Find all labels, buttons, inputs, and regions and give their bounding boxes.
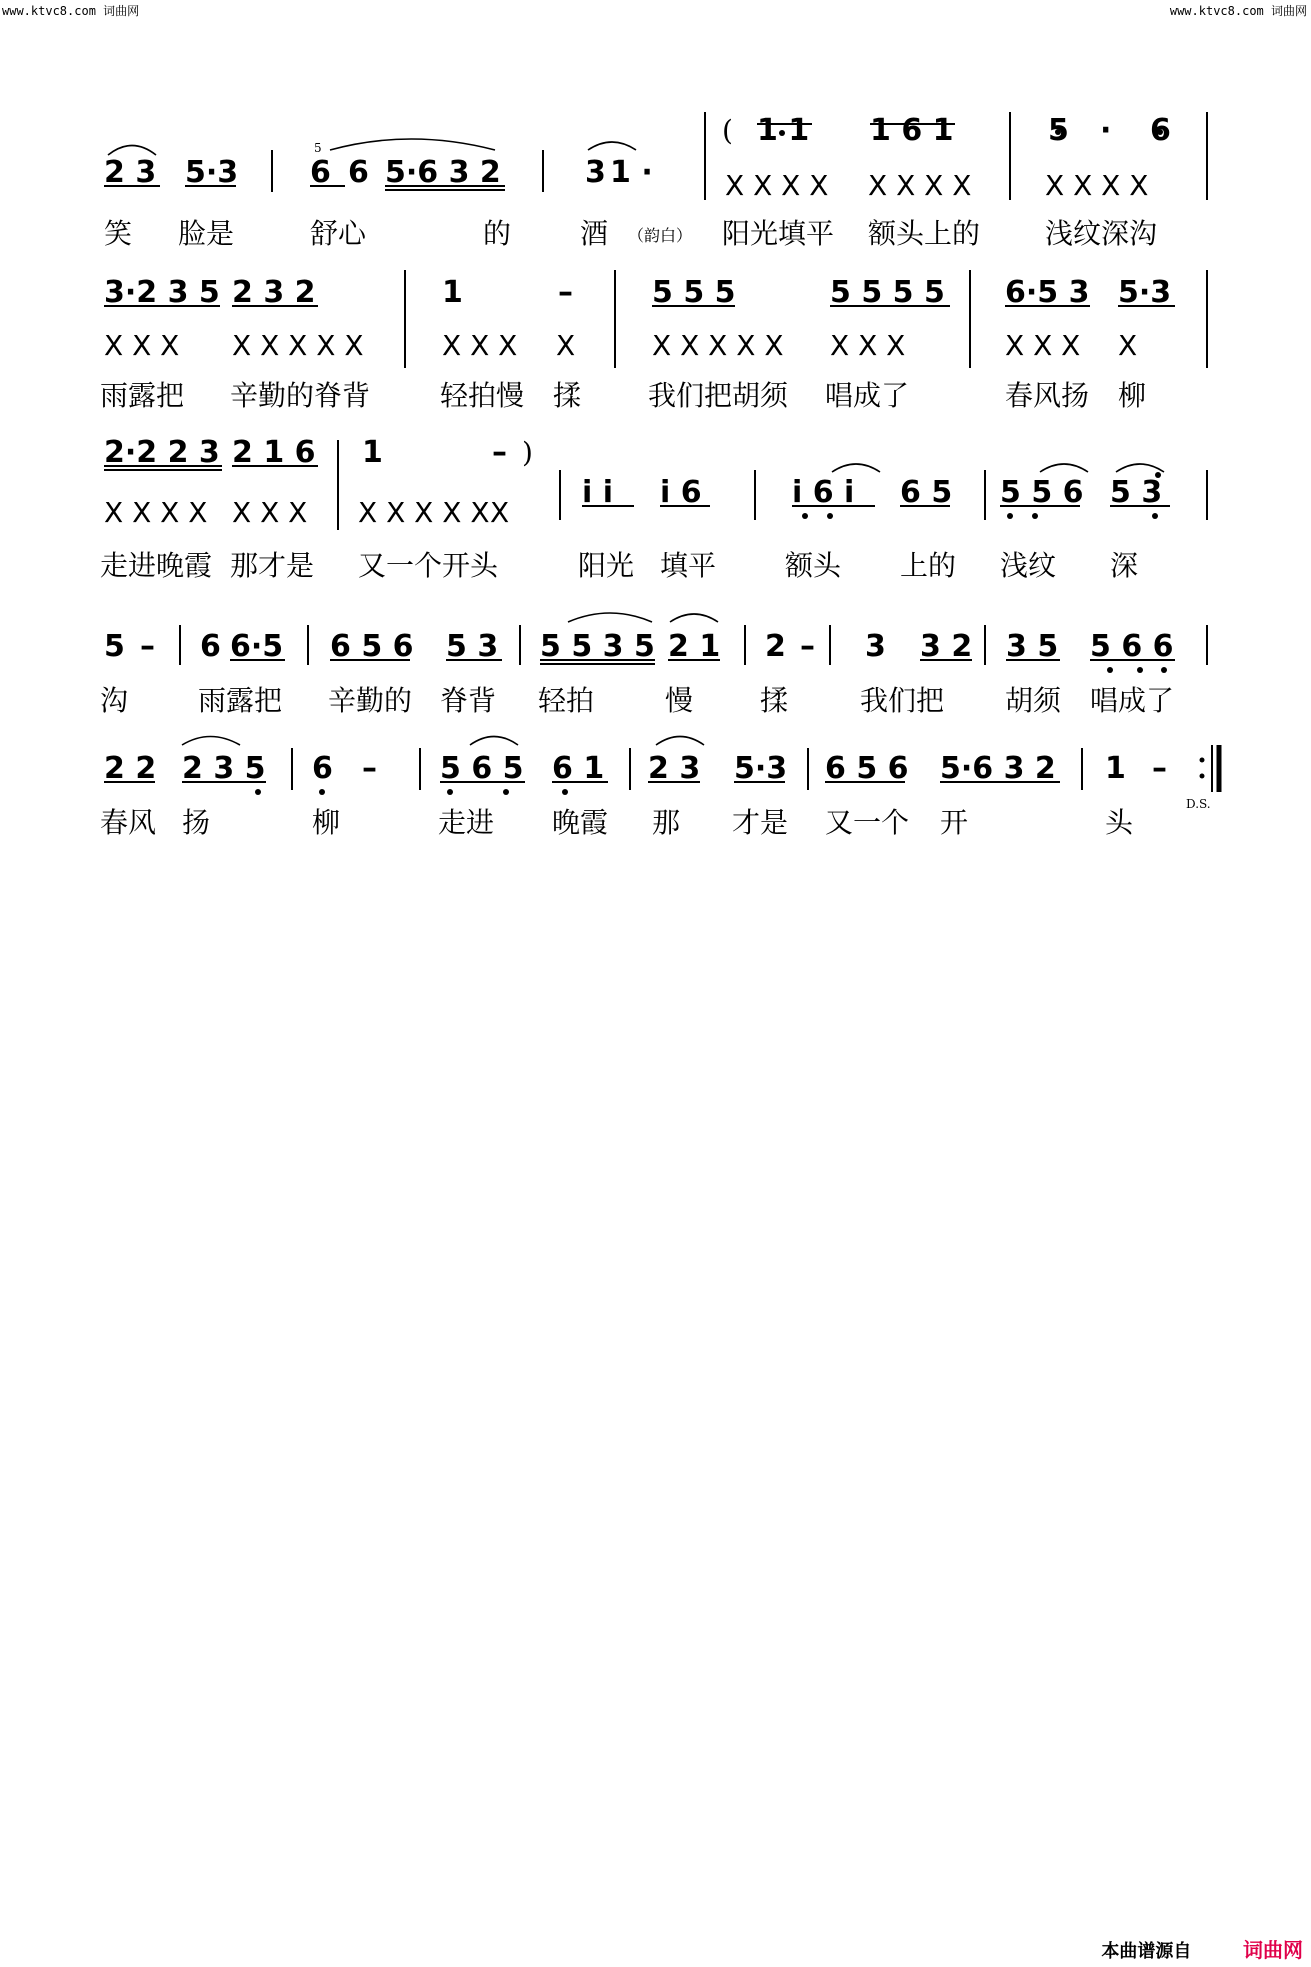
note-group: 2 3	[104, 155, 157, 190]
lyric: 辛勤的	[328, 684, 413, 717]
lyric: 那才是	[230, 549, 315, 582]
note-group: 6·5	[230, 629, 284, 664]
rhythm-group: X	[490, 496, 510, 529]
note-dash: –	[558, 275, 573, 310]
repeat-dots	[1200, 758, 1205, 779]
lyric: 我们把	[860, 684, 945, 717]
note-group: 3 2	[920, 629, 973, 664]
note-group: 5 5 5 5	[830, 275, 945, 310]
note-group: 2 1 6	[232, 435, 316, 470]
note-dash: –	[1152, 751, 1167, 786]
rhythm-group: X	[1118, 329, 1138, 362]
music-score	[0, 0, 1311, 900]
lyric: 舒心	[310, 217, 367, 250]
rhythm-group: X X X X X	[358, 496, 490, 529]
note-group: ·	[1100, 113, 1112, 148]
site-logo-text[interactable]: 词曲网	[1243, 1938, 1303, 1962]
lyric: 又一个开头	[358, 549, 499, 582]
note-group: 5 6 6	[1090, 629, 1174, 664]
lyric: 头	[1105, 806, 1134, 839]
lyric: 轻拍	[538, 684, 595, 717]
lyric: 脸是	[178, 217, 235, 250]
note-group: 5	[104, 629, 125, 664]
note-group: 6	[312, 751, 333, 786]
lyric: 柳	[1118, 379, 1147, 412]
note-group: 5 5 3 5	[540, 629, 655, 664]
site-watermark-left: www.ktvc8.com 词曲网	[2, 4, 140, 18]
lyric: 沟	[100, 684, 129, 717]
lyric: 填平	[660, 549, 717, 582]
lyric: 浅纹	[1000, 549, 1057, 582]
note-group: 1 6 1	[870, 113, 954, 148]
intro-open-paren: (	[722, 114, 733, 147]
note-group: 5·6 3 2	[385, 155, 501, 190]
lyric: 走进	[438, 806, 495, 839]
rhythm-group: X	[556, 329, 576, 362]
rhythm-group: X X X X X	[652, 329, 784, 362]
note-group: 5·3	[185, 155, 239, 190]
note-group: 5 3	[1110, 475, 1163, 510]
note-group: 5·6 3 2	[940, 751, 1056, 786]
lyric: 春风	[100, 806, 157, 839]
lyric: 笑	[104, 217, 133, 250]
lyric: 脊背	[440, 684, 497, 717]
lyric: 唱成了	[1090, 684, 1175, 717]
lyric: 又一个	[825, 806, 910, 839]
rhythm-group: X X X	[104, 329, 180, 362]
lyric: 雨露把	[100, 379, 185, 412]
note-group: 5 3	[446, 629, 499, 664]
rhythm-group: X X X X	[1045, 169, 1149, 202]
note-group: 2 3 2	[232, 275, 316, 310]
note-group: 1	[362, 435, 383, 470]
note-dash: –	[800, 629, 815, 664]
note-group: i 6 i	[792, 475, 855, 510]
rhythm-group: X X X X X	[232, 329, 364, 362]
note-group: 6 1	[552, 751, 605, 786]
lyric: 辛勤的脊背	[230, 379, 371, 412]
note-group: 6 5 6	[330, 629, 414, 664]
lyric: 开	[940, 806, 969, 839]
note-group: i i	[582, 475, 614, 510]
note-group: 6	[1150, 113, 1171, 148]
rhythm-group: X X X X	[725, 169, 829, 202]
lyric: 深	[1110, 549, 1139, 582]
note-group: i 6	[660, 475, 702, 510]
lyric: 柳	[312, 806, 341, 839]
lyric: 酒	[580, 217, 609, 250]
lyric: 阳光	[578, 549, 635, 582]
lyric: 走进晚霞	[100, 549, 213, 582]
dal-segno-mark: D.S.	[1186, 797, 1211, 811]
note-group: 6 5 6	[825, 751, 909, 786]
lyric: 上的	[900, 549, 957, 582]
lyric: 扬	[182, 806, 211, 839]
note-group: 6	[348, 155, 369, 190]
note-group: 6	[200, 629, 221, 664]
rhythm-group: X X X	[830, 329, 906, 362]
note-group: 1 1	[757, 113, 810, 148]
lyric: 额头上的	[868, 217, 981, 250]
note-group: 5·3	[1118, 275, 1172, 310]
note-group: 2·2 2 3	[104, 435, 220, 470]
note-group: 5·3	[734, 751, 788, 786]
lyric: 阳光填平	[722, 217, 835, 250]
note-group: 3	[865, 629, 886, 664]
lyric: 慢	[665, 684, 694, 717]
note-dash: –	[140, 629, 155, 664]
lyric: 浅纹深沟	[1045, 217, 1158, 250]
lyric: 晚霞	[552, 806, 609, 839]
note-group: 2 3	[648, 751, 701, 786]
note-group: 1	[442, 275, 463, 310]
note-group: 2 2	[104, 751, 157, 786]
lyric: 的	[483, 217, 512, 250]
note-group: 6 5	[900, 475, 953, 510]
spoken-note: （韵白）	[628, 226, 693, 245]
lyric: 额头	[785, 549, 842, 582]
note-dash: –	[362, 751, 377, 786]
note-group: 5 5 5	[652, 275, 736, 310]
note-dash: –	[492, 435, 507, 470]
source-label: 本曲谱源自	[1101, 1941, 1192, 1962]
lyric: 春风扬	[1005, 379, 1090, 412]
lyric: 唱成了	[825, 379, 910, 412]
note-group: 2 1	[668, 629, 721, 664]
rhythm-group: X X X X	[104, 496, 208, 529]
rhythm-group: X X X	[1005, 329, 1081, 362]
rhythm-group: X X X	[442, 329, 518, 362]
note-group: 3	[585, 155, 606, 190]
lyric: 轻拍慢	[440, 379, 525, 412]
footer	[1101, 1934, 1303, 1963]
note-group: 3·2 3 5	[104, 275, 220, 310]
note-group: 1 ·	[610, 155, 653, 190]
note-group: 6	[310, 155, 331, 190]
note-group: 2 3 5	[182, 751, 266, 786]
note-group: 5 6 5	[440, 751, 524, 786]
rhythm-group: X X X	[232, 496, 308, 529]
note-group: 5 5 6	[1000, 475, 1084, 510]
note-group: 3 5	[1006, 629, 1059, 664]
lyric: 揉	[760, 684, 789, 717]
grace-note: 5	[314, 141, 322, 155]
note-group: 1	[1105, 751, 1126, 786]
note-group: 6·5 3	[1005, 275, 1090, 310]
note-group: 5	[1048, 113, 1069, 148]
lyric: 揉	[553, 379, 582, 412]
site-watermark-right: www.ktvc8.com 词曲网	[1169, 4, 1307, 18]
lyric: 我们把胡须	[648, 379, 789, 412]
rhythm-group: X X X X	[868, 169, 972, 202]
lyric: 胡须	[1005, 684, 1062, 717]
lyric: 雨露把	[198, 684, 283, 717]
lyric: 才是	[732, 806, 789, 839]
lyric: 那	[652, 806, 681, 839]
note-group: 2	[765, 629, 786, 664]
intro-close-paren: )	[522, 436, 533, 469]
